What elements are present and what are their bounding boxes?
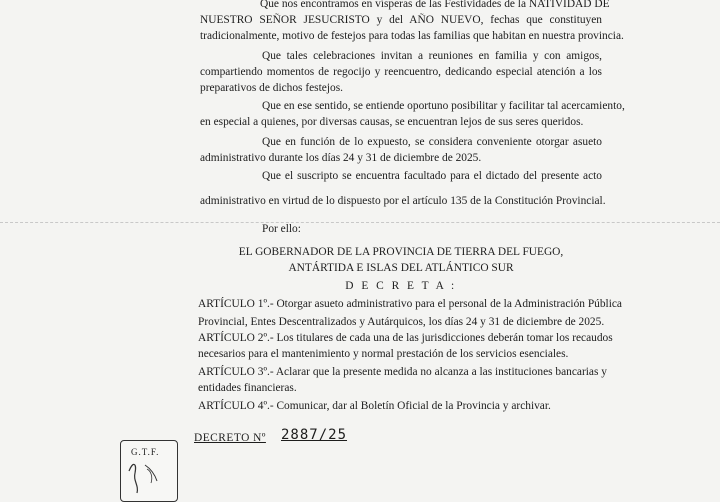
por-ello: Por ello: (262, 223, 301, 235)
considerando-line-12: administrativo en virtud de lo dispuesto por el artículo 135 de la Constitución Provincial. (200, 195, 606, 207)
considerando-line-6: preparativos de dichos festejos. (200, 82, 343, 94)
governor-title-line-1: EL GOBERNADOR DE LA PROVINCIA DE TIERRA DEL FUEGO, (238, 246, 564, 258)
articulo-4: ARTÍCULO 4º.- Comunicar, dar al Boletín Oficial de la Provincia y archivar. (198, 400, 551, 412)
considerando-line-1: Que nos encontramos en vísperas de las Festividades de la NATIVIDAD DE (260, 0, 610, 10)
considerando-line-11: Que el suscripto se encuentra facultado para el dictado del presente acto (262, 170, 602, 182)
considerando-line-2: NUESTRO SEÑOR JESUCRISTO y del AÑO NUEVO, fechas que constituyen (200, 14, 602, 26)
articulo-1-line-1: ARTÍCULO 1º.- Otorgar asueto administrativo para el personal de la Administración Pública (198, 298, 622, 310)
articulo-2-line-2: necesarios para el mantenimiento y normal prestación de los servicios esenciales. (198, 348, 569, 360)
considerando-line-7: Que en ese sentido, se entiende oportuno posibilitar y facilitar tal acercamiento, (262, 100, 625, 112)
considerando-line-4: Que tales celebraciones invitan a reuniones en familia y con amigos, (262, 50, 602, 62)
considerando-line-9: Que en función de lo expuesto, se considera conveniente otorgar asueto (262, 136, 602, 148)
stamp-text: G.T.F. (131, 447, 160, 457)
considerando-line-3: tradicionalmente, motivo de festejos para todas las familias que habitan en nuestra provincia. (200, 30, 624, 42)
articulo-1-line-2: Provincial, Entes Descentralizados y Autárquicos, los días 24 y 31 de diciembre de 2025. (198, 316, 605, 328)
considerando-line-5: compartiendo momentos de regocijo y reencuentro, dedicando especial atención a los (200, 66, 602, 78)
decreta-heading: D E C R E T A : (345, 280, 457, 292)
considerando-line-10: administrativo durante los días 24 y 31 de diciembre de 2025. (200, 152, 482, 164)
decreto-label: DECRETO Nº (194, 432, 266, 444)
articulo-3-line-1: ARTÍCULO 3º.- Aclarar que la presente medida no alcanza a las instituciones bancarias y (198, 366, 607, 378)
governor-title-line-2: ANTÁRTIDA E ISLAS DEL ATLÁNTICO SUR (288, 262, 514, 274)
decreto-number: 2887/25 (281, 427, 348, 443)
considerando-line-8: en especial a quienes, por diversas causas, se encuentran lejos de sus seres queridos. (200, 116, 584, 128)
stamp-seal-icon (121, 441, 177, 501)
page-fold-line (0, 222, 720, 223)
official-stamp (120, 440, 178, 502)
articulo-3-line-2: entidades financieras. (198, 382, 297, 394)
articulo-2-line-1: ARTÍCULO 2º.- Los titulares de cada una de las jurisdicciones deberán tomar los recaudos (198, 332, 613, 344)
